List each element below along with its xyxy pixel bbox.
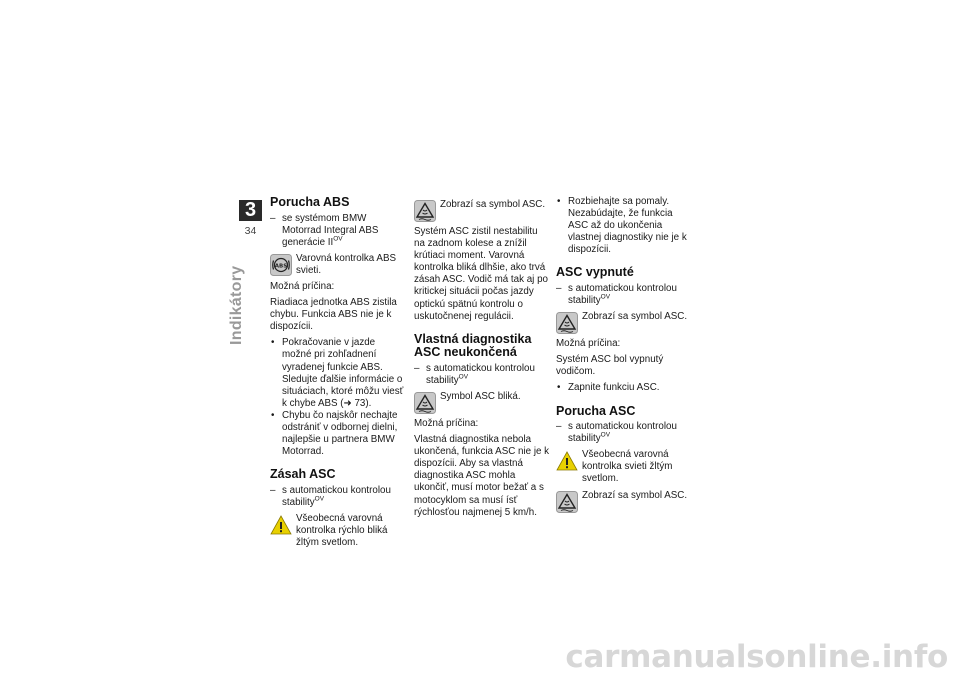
cause-label: Možná príčina: <box>270 280 335 292</box>
cause-label: Možná príčina: <box>414 417 479 429</box>
indicator-row: Všeobecná varovná kontrolka rýchlo bliká žltým svetlom. <box>270 513 407 549</box>
general-warning-icon <box>270 514 292 536</box>
indicator-row: Zobrazí sa symbol ASC. <box>556 490 693 513</box>
asc-symbol-icon <box>414 200 436 222</box>
indicator-row: ABS Varovná kontrolka ABS svieti. <box>270 253 407 277</box>
cause-text: Vlastná diagnostika nebola ukončená, funkcia ASC nie je k dispozícii. Aby sa vlastná diagnostika ASC mohla ukončiť, musí motor bežať a s motocyklom sa musí ísť rýchlosťou najmenej 5 km/h. <box>414 434 550 518</box>
list-item: • Chybu čo najskôr nechajte odstrániť v odbornej dielni, najlepšie u partnera BMW Motorrad. <box>270 410 407 458</box>
heading-asc-off: ASC vypnuté <box>556 265 634 280</box>
svg-text:ABS: ABS <box>274 263 288 270</box>
asc-symbol-icon <box>556 491 578 513</box>
page-number: 34 <box>244 225 257 237</box>
variant-note: – s automatickou kontrolou stability$^{OV}$ <box>270 485 407 509</box>
asc-symbol-icon <box>556 312 578 334</box>
variant-note: – s automatickou kontrolou stability$^{OV}$ <box>414 363 551 387</box>
list-item: • Zapnite funkciu ASC. <box>556 382 693 394</box>
column-3 <box>556 196 693 517</box>
indicator-row: Zobrazí sa symbol ASC. <box>556 311 693 334</box>
indicator-row: Zobrazí sa symbol ASC. <box>414 199 551 222</box>
indicator-row: Symbol ASC bliká. <box>414 391 551 414</box>
section-tab: Indikátory <box>228 265 245 345</box>
heading-abs-fault: Porucha ABS <box>270 195 350 209</box>
heading-asc-intervention: Zásah ASC <box>270 467 336 482</box>
asc-symbol-icon <box>414 392 436 414</box>
chapter-number-box: 3 <box>239 200 262 221</box>
column-2 <box>414 196 551 523</box>
heading-asc-selfdiag: Vlastná diagnostika ASC neukončená <box>414 331 532 360</box>
indicator-row: Všeobecná varovná kontrolka svieti žltým svetlom. <box>556 449 693 485</box>
column-1 <box>270 196 407 553</box>
cause-text: Systém ASC bol vypnutý vodičom. <box>556 354 664 378</box>
variant-note: – s automatickou kontrolou stability$^{OV}$ <box>556 283 693 307</box>
description: Systém ASC zistil nestabilitu na zadnom kolese a znížil krútiaci moment. Varovná kontrolka bliká dlhšie, ako trvá zásah ASC. Vodič má tak aj po kritickej situácii počas jazdy optickú spätnú kontrolu o uskutočnenej regulácii. <box>414 226 548 322</box>
variant-note: – s automatickou kontrolou stability$^{OV}$ <box>556 421 693 445</box>
list-item: • Rozbiehajte sa pomaly. Nezabúdajte, že funkcia ASC až do ukončenia vlastnej diagnostiky nie je k dispozícii. <box>556 196 693 256</box>
general-warning-icon <box>556 450 578 472</box>
heading-asc-fault: Porucha ASC <box>556 403 636 418</box>
cause-text: Riadiaca jednotka ABS zistila chybu. Funkcia ABS nie je k dispozícii. <box>270 297 397 333</box>
variant-note: – se systémom BMW Motorrad Integral ABS generácie $II^{OV}$ <box>270 213 407 249</box>
watermark: carmanualsonline.info <box>565 639 948 675</box>
cause-label: Možná príčina: <box>556 338 621 350</box>
abs-warning-icon <box>270 254 292 276</box>
list-item: • Pokračovanie v jazde možné pri zohľadnení vyradenej funkcie ABS. Sledujte ďalšie informácie o situáciach, ktoré môžu viesť k chybe ABS (➜ 73). <box>270 337 407 410</box>
